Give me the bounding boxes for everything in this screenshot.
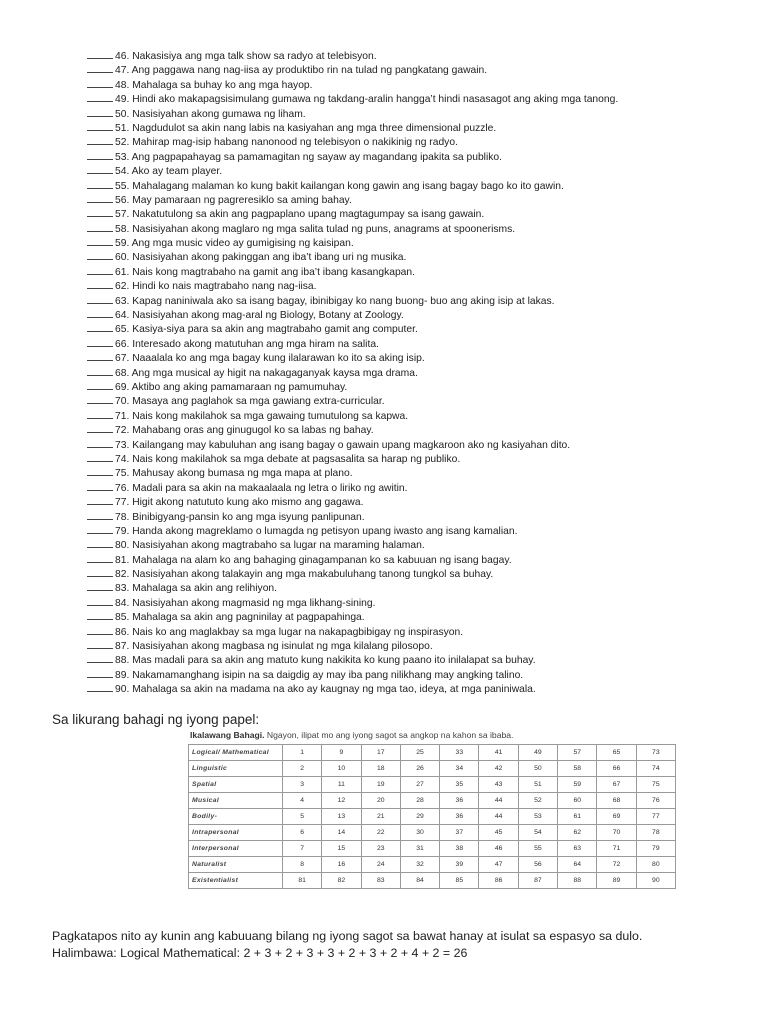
answer-blank[interactable] [87,524,113,534]
item-text: Nakasisiya ang mga talk show sa radyo at telebisyon. [132,51,377,62]
item-text: Nais kong makilahok sa mga gawaing tumutulong sa kapwa. [132,410,409,422]
item-number: 85. [115,612,130,624]
list-item [87,322,757,336]
answer-blank[interactable] [87,682,113,692]
answer-blank[interactable] [87,250,113,260]
item-number: 87. [115,641,130,653]
table-cell[interactable]: 44 [479,809,518,825]
item-text: Handa akong magreklamo o lumagda ng petisyon upang iwasto ang isang kamalian. [132,525,518,537]
table-row [189,857,676,873]
list-item [87,668,757,682]
answer-sheet-instruction: Ngayon, ilipat mo ang iyong sagot sa angkop na kahon sa ibaba. [266,730,514,740]
item-number: 90. [115,684,130,696]
table-cell[interactable]: 77 [636,809,675,825]
item-number: 55. [115,180,130,192]
category-label: Spatial [189,777,283,793]
item-number: 53. [115,151,130,163]
list-item [87,524,757,538]
table-cell[interactable]: 36 [440,809,479,825]
answer-blank[interactable] [87,538,113,548]
table-cell[interactable]: 89 [597,873,636,889]
table-cell[interactable]: 18 [361,761,400,777]
list-item [87,510,757,524]
instruction-line: Pagkatapos nito ay kunin ang kabuuang bilang ng iyong sagot sa bawat hanay at isulat sa espasyo sa dulo. [52,929,643,943]
table-cell[interactable]: 31 [400,841,439,857]
list-item [87,653,757,667]
item-text: Higit akong natututo kung ako mismo ang gagawa. [132,497,364,509]
answer-blank[interactable] [87,567,113,577]
answer-blank[interactable] [87,438,113,448]
category-label: Musical [189,793,283,809]
table-cell[interactable]: 80 [636,857,675,873]
item-number: 57. [115,209,130,221]
answer-blank[interactable] [87,150,113,160]
answer-sheet-caption [190,730,513,740]
list-item [87,107,757,121]
item-number: 66. [115,338,130,350]
table-cell[interactable]: 2 [283,761,322,777]
item-number: 49. [115,94,130,106]
item-number: 61. [115,266,130,278]
item-number: 79. [115,525,130,537]
table-cell[interactable]: 64 [558,857,597,873]
item-text: Mahalaga na alam ko ang bahaging ginagampanan ko sa kabuuan ng isang bagay. [132,554,512,566]
list-item [87,423,757,437]
table-cell[interactable]: 63 [558,841,597,857]
table-cell[interactable]: 50 [518,761,557,777]
answer-blank[interactable] [87,222,113,232]
answer-blank[interactable] [87,121,113,131]
table-row [189,825,676,841]
answer-blank[interactable] [87,423,113,433]
table-cell[interactable]: 13 [322,809,361,825]
answer-grid [188,744,676,889]
table-cell[interactable]: 85 [440,873,479,889]
list-item [87,279,757,293]
table-cell[interactable]: 16 [322,857,361,873]
category-label: Naturalist [189,857,283,873]
item-text: Ako ay team player. [131,166,223,178]
item-text: Nasisiyahan akong pakinggan ang iba’t ibang uri ng musika. [132,252,407,264]
table-cell[interactable]: 36 [440,793,479,809]
table-cell[interactable]: 86 [479,873,518,889]
table-cell[interactable]: 56 [518,857,557,873]
item-text: Mahalaga sa akin ang relihiyon. [132,583,278,595]
table-cell[interactable]: 33 [440,745,479,761]
table-cell[interactable]: 10 [322,761,361,777]
table-cell[interactable]: 14 [322,825,361,841]
table-cell[interactable]: 79 [636,841,675,857]
item-text: Masaya ang paglahok sa mga gawiang extra-curricular. [132,396,385,408]
answer-blank[interactable] [87,452,113,462]
item-number: 84. [115,597,130,609]
example-line: Halimbawa: Logical Mathematical: 2 + 3 + 2 + 3 + 3 + 2 + 3 + 2 + 4 + 2 = 26 [52,946,468,960]
answer-blank[interactable] [87,668,113,678]
item-number: 51. [115,122,130,134]
item-number: 65. [115,324,130,336]
table-cell[interactable]: 25 [400,745,439,761]
item-number: 73. [115,439,130,451]
list-item [87,179,757,193]
answer-blank[interactable] [87,639,113,649]
answer-blank[interactable] [87,625,113,635]
item-text: Mahalaga sa buhay ko ang mga hayop. [132,79,313,91]
table-cell[interactable]: 4 [283,793,322,809]
item-text: Ang mga music video ay gumigising ng kaisipan. [131,238,354,250]
table-cell[interactable]: 35 [440,777,479,793]
answer-blank[interactable] [87,366,113,376]
table-cell[interactable]: 67 [597,777,636,793]
list-item [87,610,757,624]
item-text: Nakatutulong sa akin ang pagpaplano upang magtagumpay sa isang gawain. [132,209,485,221]
item-number: 62. [115,281,130,293]
table-cell[interactable]: 15 [322,841,361,857]
list-item [87,337,757,351]
list-item [87,207,757,221]
item-number: 86. [115,626,130,638]
answer-blank[interactable] [87,63,113,73]
answer-blank[interactable] [87,337,113,347]
table-row [189,793,676,809]
answer-blank[interactable] [87,179,113,189]
category-label: Bodily- [189,809,283,825]
table-cell[interactable]: 21 [361,809,400,825]
list-item [87,135,757,149]
table-cell[interactable]: 37 [440,825,479,841]
item-number: 60. [115,252,130,264]
answer-blank[interactable] [87,265,113,275]
item-number: 67. [115,353,130,365]
item-number: 80. [115,540,130,552]
table-cell[interactable]: 71 [597,841,636,857]
table-cell[interactable]: 83 [361,873,400,889]
item-text: Nakamamanghang isipin na sa daigdig ay may iba pang nilikhang may angking talino. [132,669,524,681]
answer-blank[interactable] [87,107,113,117]
answer-blank[interactable] [87,394,113,404]
questionnaire-items [87,49,757,697]
answer-blank[interactable] [87,610,113,620]
category-label: Interpersonal [189,841,283,857]
item-number: 83. [115,583,130,595]
table-cell[interactable]: 32 [400,857,439,873]
item-text: Ang pagpapahayag sa pamamagitan ng sayaw ay magandang ipakita sa publiko. [131,151,502,163]
list-item [87,351,757,365]
part-label: Ikalawang Bahagi. [190,730,265,740]
table-cell[interactable]: 19 [361,777,400,793]
item-number: 78. [115,511,130,523]
table-cell[interactable]: 38 [440,841,479,857]
item-number: 70. [115,396,130,408]
section-heading: Sa likurang bahagi ng iyong papel: [52,712,260,727]
list-item [87,596,757,610]
answer-blank[interactable] [87,49,113,59]
item-number: 56. [115,194,130,206]
table-row [189,841,676,857]
list-item [87,380,757,394]
answer-blank[interactable] [87,596,113,606]
answer-blank[interactable] [87,481,113,491]
answer-blank[interactable] [87,294,113,304]
item-text: Nasisiyahan akong maglaro ng mga salita tulad ng puns, anagrams at spoonerisms. [132,223,516,235]
list-item [87,49,757,63]
table-cell[interactable]: 49 [518,745,557,761]
list-item [87,394,757,408]
table-cell[interactable]: 60 [558,793,597,809]
list-item [87,308,757,322]
item-number: 74. [115,453,130,465]
answer-blank[interactable] [87,164,113,174]
category-label: Intrapersonal [189,825,283,841]
table-cell[interactable]: 54 [518,825,557,841]
answer-blank[interactable] [87,581,113,591]
list-item [87,222,757,236]
item-number: 88. [115,655,130,667]
table-cell[interactable]: 20 [361,793,400,809]
table-cell[interactable]: 66 [597,761,636,777]
list-item [87,538,757,552]
item-text: Hindi ko nais magtrabaho nang nag-iisa. [132,281,317,293]
category-label: Linguistic [189,761,283,777]
item-number: 58. [115,223,130,235]
table-cell[interactable]: 69 [597,809,636,825]
item-text: Nasisiyahan akong magbasa ng isinulat ng mga kilalang pilosopo. [132,641,433,653]
table-cell[interactable]: 90 [636,873,675,889]
item-text: Ang mga musical ay higit na nakagaganyak kaysa mga drama. [131,367,418,379]
item-text: Interesado akong matutuhan ang mga hiram na salita. [132,338,379,350]
answer-blank[interactable] [87,351,113,361]
list-item [87,236,757,250]
table-cell[interactable]: 43 [479,777,518,793]
item-text: Nasisiyahan akong gumawa ng liham. [132,108,306,120]
table-cell[interactable]: 22 [361,825,400,841]
answer-blank[interactable] [87,653,113,663]
list-item [87,438,757,452]
answer-blank[interactable] [87,495,113,505]
answer-blank[interactable] [87,380,113,390]
table-cell[interactable]: 8 [283,857,322,873]
table-cell[interactable]: 65 [597,745,636,761]
list-item [87,250,757,264]
table-cell[interactable]: 5 [283,809,322,825]
answer-blank[interactable] [87,193,113,203]
list-item [87,409,757,423]
table-cell[interactable]: 34 [440,761,479,777]
list-item [87,366,757,380]
list-item [87,265,757,279]
table-cell[interactable]: 53 [518,809,557,825]
list-item [87,193,757,207]
category-label: Logical/ Mathematical [189,745,283,761]
table-cell[interactable]: 88 [558,873,597,889]
table-cell[interactable]: 30 [400,825,439,841]
table-cell[interactable]: 41 [479,745,518,761]
item-number: 64. [115,310,130,322]
answer-blank[interactable] [87,510,113,520]
table-cell[interactable]: 70 [597,825,636,841]
list-item [87,63,757,77]
table-cell[interactable]: 84 [400,873,439,889]
table-cell[interactable]: 28 [400,793,439,809]
table-cell[interactable]: 47 [479,857,518,873]
table-cell[interactable]: 62 [558,825,597,841]
table-cell[interactable]: 81 [283,873,322,889]
list-item [87,639,757,653]
list-item [87,553,757,567]
table-row [189,745,676,761]
item-text: Mahabang oras ang ginugugol ko sa labas ng bahay. [132,425,374,437]
list-item [87,452,757,466]
table-cell[interactable]: 76 [636,793,675,809]
table-cell[interactable]: 44 [479,793,518,809]
item-text: Kasiya-siya para sa akin ang magtrabaho gamit ang computer. [132,324,418,336]
item-number: 68. [115,367,130,379]
item-text: Mahalagang malaman ko kung bakit kailangan kong gawin ang isang bagay bago ko ito gawin. [132,180,564,192]
table-cell[interactable]: 55 [518,841,557,857]
item-number: 81. [115,554,130,566]
answer-blank[interactable] [87,236,113,246]
item-text: Aktibo ang aking pamamaraan ng pamumuhay. [131,381,348,393]
item-number: 52. [115,137,130,149]
list-item [87,294,757,308]
table-cell[interactable]: 6 [283,825,322,841]
table-cell[interactable]: 39 [440,857,479,873]
item-text: Hindi ako makapagsisimulang gumawa ng takdang-aralin hangga’t hindi nasasagot ang aking mga tanong. [132,94,619,106]
list-item [87,581,757,595]
item-text: Mahalaga sa akin na madama na ako ay kaugnay ng mga tao, ideya, at mga paniniwala. [132,684,536,696]
table-cell[interactable]: 3 [283,777,322,793]
item-number: 77. [115,497,130,509]
table-cell[interactable]: 27 [400,777,439,793]
list-item [87,92,757,106]
table-cell[interactable]: 73 [636,745,675,761]
item-number: 71. [115,410,130,422]
item-number: 48. [115,79,130,91]
list-item [87,466,757,480]
table-cell[interactable]: 1 [283,745,322,761]
list-item [87,150,757,164]
table-cell[interactable]: 61 [558,809,597,825]
table-cell[interactable]: 74 [636,761,675,777]
item-text: Nasisiyahan akong talakayin ang mga makabuluhang tanong tungkol sa buhay. [132,569,494,581]
table-cell[interactable]: 24 [361,857,400,873]
item-text: Binibigyang-pansin ko ang mga isyung panlipunan. [132,511,365,523]
item-text: Nais kong makilahok sa mga debate at pagsasalita sa harap ng publiko. [132,453,461,465]
table-row [189,777,676,793]
item-number: 69. [115,381,130,393]
answer-blank[interactable] [87,78,113,88]
answer-blank[interactable] [87,92,113,102]
item-number: 47. [115,65,130,77]
item-text: Mahalaga sa akin ang pagninilay at pagpapahinga. [132,612,365,624]
table-cell[interactable]: 11 [322,777,361,793]
table-cell[interactable]: 17 [361,745,400,761]
item-number: 46. [115,51,130,62]
table-cell[interactable]: 58 [558,761,597,777]
table-cell[interactable]: 12 [322,793,361,809]
table-cell[interactable]: 68 [597,793,636,809]
table-cell[interactable]: 72 [597,857,636,873]
table-cell[interactable]: 82 [322,873,361,889]
item-text: Kailangang may kabuluhan ang isang bagay o gawain upang magkaroon ako ng kasiyahan dito. [132,439,571,451]
item-text: Ang paggawa nang nag-iisa ay produktibo rin na tulad ng pangkatang gawain. [131,65,488,77]
table-cell[interactable]: 23 [361,841,400,857]
table-cell[interactable]: 7 [283,841,322,857]
list-item [87,682,757,696]
table-row [189,761,676,777]
item-text: Mahirap mag-isip habang nanonood ng telebisyon o nakikinig ng radyo. [132,137,458,149]
table-cell[interactable]: 59 [558,777,597,793]
item-number: 63. [115,295,130,307]
item-text: Nasisiyahan akong magmasid ng mga likhang-sining. [132,597,376,609]
table-cell[interactable]: 87 [518,873,557,889]
item-text: Mahusay akong bumasa ng mga mapa at plano. [132,468,353,480]
list-item [87,495,757,509]
item-number: 72. [115,425,130,437]
item-number: 50. [115,108,130,120]
answer-blank[interactable] [87,553,113,563]
list-item [87,164,757,178]
table-cell[interactable]: 45 [479,825,518,841]
item-text: Nais kong magtrabaho na gamit ang iba’t ibang kasangkapan. [132,266,415,278]
table-row [189,873,676,889]
answer-blank[interactable] [87,279,113,289]
item-text: Nasisiyahan akong magtrabaho sa lugar na maraming halaman. [132,540,425,552]
table-cell[interactable]: 51 [518,777,557,793]
answer-blank[interactable] [87,466,113,476]
table-cell[interactable]: 52 [518,793,557,809]
table-cell[interactable]: 42 [479,761,518,777]
item-text: Nais ko ang maglakbay sa mga lugar na nakapagbibigay ng inspirasyon. [132,626,464,638]
list-item [87,78,757,92]
list-item [87,567,757,581]
list-item [87,481,757,495]
answer-blank[interactable] [87,409,113,419]
item-number: 54. [115,166,130,178]
answer-blank[interactable] [87,308,113,318]
item-text: Naaalala ko ang mga bagay kung ilalarawan ko ito sa aking isip. [132,353,425,365]
table-cell[interactable]: 78 [636,825,675,841]
category-label: Existentialist [189,873,283,889]
answer-blank[interactable] [87,135,113,145]
answer-blank[interactable] [87,207,113,217]
table-cell[interactable]: 29 [400,809,439,825]
item-number: 76. [115,482,130,494]
table-cell[interactable]: 57 [558,745,597,761]
table-row [189,809,676,825]
item-text: May pamaraan ng pagreresiklo sa aming bahay. [132,194,352,206]
item-text: Nasisiyahan akong mag-aral ng Biology, Botany at Zoology. [132,310,404,322]
item-number: 75. [115,468,130,480]
item-number: 59. [115,238,130,250]
item-number: 89. [115,669,130,681]
answer-blank[interactable] [87,322,113,332]
item-text: Madali para sa akin na makaalaala ng letra o liriko ng awitin. [132,482,408,494]
table-cell[interactable]: 26 [400,761,439,777]
table-cell[interactable]: 75 [636,777,675,793]
list-item [87,625,757,639]
item-text: Kapag naniniwala ako sa isang bagay, ibinibigay ko nang buong- buo ang aking isip at lakas. [132,295,555,307]
table-cell[interactable]: 46 [479,841,518,857]
list-item [87,121,757,135]
table-cell[interactable]: 9 [322,745,361,761]
item-text: Nagdudulot sa akin nang labis na kasiyahan ang mga three dimensional puzzle. [132,122,497,134]
item-number: 82. [115,569,130,581]
item-text: Mas madali para sa akin ang matuto kung nakikita ko kung paano ito inilalapat sa buhay. [132,655,536,667]
